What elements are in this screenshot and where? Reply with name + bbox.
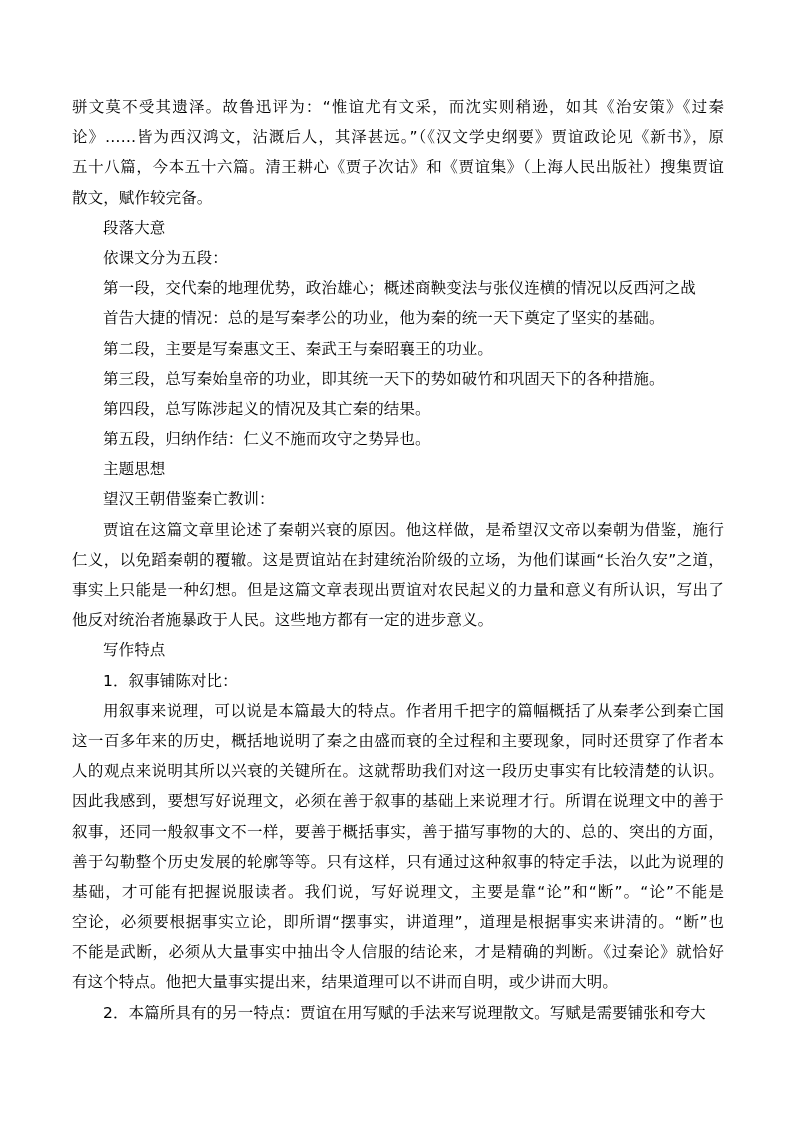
text-line: 因此我感到，要想写好说理文，必须在善于叙事的基础上来说理才行。所谓在说理文中的善于 bbox=[72, 792, 724, 811]
heading-text: 写作特点 bbox=[103, 641, 166, 660]
paragraph bbox=[72, 696, 724, 998]
text-line: 有这个特点。他把大量事实提出来，结果道理可以不讲而自明，或少讲而大明。 bbox=[72, 973, 619, 992]
text-line: 第一段，交代秦的地理优势，政治雄心；概述商鞅变法与张仪连横的情况以反西河之战 bbox=[103, 279, 696, 298]
text-line: 望汉王朝借鉴秦亡教训： bbox=[103, 490, 275, 509]
paragraph bbox=[72, 424, 724, 454]
text-line: 他反对统治者施暴政于人民。这些地方都有一定的进步意义。 bbox=[72, 611, 494, 630]
section-heading bbox=[72, 213, 724, 243]
text-line: 叙事，还同一般叙事文不一样，要善于概括事实，善于描写事物的大的、总的、突出的方面， bbox=[72, 822, 724, 841]
paragraph bbox=[72, 998, 724, 1028]
section-heading bbox=[72, 635, 724, 665]
text-line: 骈文莫不受其遗泽。故鲁迅评为：“惟谊尤有文采，而沈实则稍逊，如其《治安策》《过秦 bbox=[72, 98, 724, 116]
heading-text: 段落大意 bbox=[103, 218, 166, 237]
text-line: 第五段，归纳作结：仁义不施而攻守之势异也。 bbox=[103, 430, 431, 449]
text-line: 善于勾勒整个历史发展的轮廓等等。只有这样，只有通过这种叙事的特定手法，以此为说理的 bbox=[72, 852, 724, 871]
paragraph bbox=[72, 364, 724, 394]
paragraph bbox=[72, 303, 724, 333]
text-line: 不能是武断，必须从大量事实中抽出令人信服的结论来，才是精确的判断。《过秦论》就恰好 bbox=[72, 943, 724, 962]
text-line: 2．本篇所具有的另一特点：贾谊在用写赋的手法来写说理散文。写赋是需要铺张和夸大 bbox=[103, 1003, 706, 1022]
paragraph bbox=[72, 92, 724, 213]
text-line: 1．叙事铺陈对比： bbox=[103, 671, 238, 690]
paragraph bbox=[72, 484, 724, 514]
text-line: 第二段，主要是写秦惠文王、秦武王与秦昭襄王的功业。 bbox=[103, 339, 494, 358]
section-heading bbox=[72, 454, 724, 484]
text-line: 贾谊在这篇文章里论述了秦朝兴衰的原因。他这样做，是希望汉文帝以秦朝为借鉴，施行 bbox=[103, 520, 724, 539]
heading-text: 主题思想 bbox=[103, 460, 166, 479]
text-line: 散文，赋作较完备。 bbox=[72, 188, 213, 207]
text-line: 事实上只能是一种幻想。但是这篇文章表现出贾谊对农民起义的力量和意义有所认识，写出了 bbox=[72, 581, 724, 599]
paragraph bbox=[72, 273, 724, 303]
paragraph bbox=[72, 334, 724, 364]
text-line: 人的观点来说明其所以兴衰的关键所在。这就帮助我们对这一段历史事实有比较清楚的认识。 bbox=[72, 762, 724, 781]
document-page bbox=[72, 92, 724, 1028]
paragraph bbox=[72, 515, 724, 636]
paragraph bbox=[72, 243, 724, 273]
text-line: 用叙事来说理，可以说是本篇最大的特点。作者用千把字的篇幅概括了从秦孝公到秦亡国 bbox=[103, 701, 724, 720]
text-line: 第三段，总写秦始皇帝的功业，即其统一天下的势如破竹和巩固天下的各种措施。 bbox=[103, 369, 665, 388]
paragraph bbox=[72, 394, 724, 424]
text-line: 第四段，总写陈涉起义的情况及其亡秦的结果。 bbox=[103, 399, 431, 418]
text-line: 依课文分为五段： bbox=[103, 248, 228, 267]
text-line: 基础，才可能有把握说服读者。我们说，写好说理文，主要是靠“论”和“断”。“论”不能是 bbox=[72, 882, 724, 901]
text-line: 论》……皆为西汉鸿文，沾溉后人，其泽甚远。”（《汉文学史纲要》贾谊政论见《新书》，原 bbox=[72, 128, 724, 147]
text-line: 这一百多年来的历史，概括地说明了秦之由盛而衰的全过程和主要现象，同时还贯穿了作者本 bbox=[72, 731, 724, 750]
text-line: 仁义，以免蹈秦朝的覆辙。这是贾谊站在封建统治阶级的立场，为他们谋画“长治久安”之道， bbox=[72, 550, 724, 569]
text-line: 首告大捷的情况：总的是写秦孝公的功业，他为秦的统一天下奠定了坚实的基础。 bbox=[103, 309, 665, 328]
paragraph bbox=[72, 666, 724, 696]
text-line: 空论，必须要根据事实立论，即所谓“摆事实，讲道理”，道理是根据事实来讲清的。“断”也 bbox=[72, 913, 724, 932]
text-line: 五十八篇，今本五十六篇。清王耕心《贾子次诂》和《贾谊集》（上海人民出版社）搜集贾谊 bbox=[72, 158, 724, 177]
